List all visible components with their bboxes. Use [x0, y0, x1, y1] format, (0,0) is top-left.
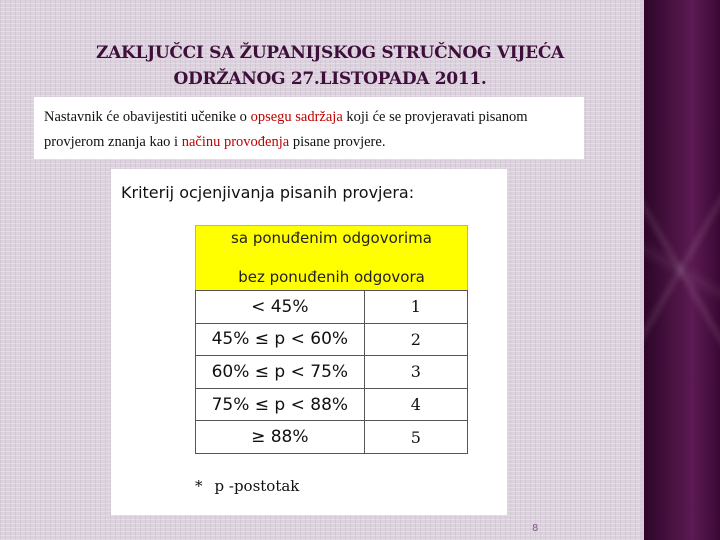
- slide-title-line-2: ODRŽANOG 27.LISTOPADA 2011.: [173, 69, 487, 89]
- intro-text-2: koji će se provjeravati pisanom provjerom znanja kao i: [44, 109, 528, 150]
- intro-paragraph: [34, 97, 584, 159]
- answer-type-box: [195, 225, 468, 291]
- answer-type-with-options: sa ponuđenim odgovorima: [231, 229, 432, 247]
- range-cell: ≥ 88%: [196, 421, 365, 454]
- footnote-text: p -postotak: [214, 477, 300, 495]
- grade-cell: 2: [364, 323, 467, 356]
- grade-cell: 5: [364, 421, 467, 454]
- table-row: [196, 388, 468, 421]
- grading-table: [195, 290, 468, 454]
- table-row: [196, 421, 468, 454]
- table-row: [196, 291, 468, 324]
- intro-text-3: pisane provjere.: [289, 134, 386, 150]
- range-cell: 75% ≤ p < 88%: [196, 388, 365, 421]
- intro-text-1: Nastavnik će obavijestiti učenike o: [44, 109, 251, 125]
- grade-cell: 4: [364, 388, 467, 421]
- slide-title-line-1: ZAKLJUČCI SA ŽUPANIJSKOG STRUČNOG VIJEĆA: [96, 43, 564, 63]
- grade-cell: 1: [364, 291, 467, 324]
- range-cell: 60% ≤ p < 75%: [196, 356, 365, 389]
- slide-title: [40, 40, 620, 92]
- table-row: [196, 323, 468, 356]
- decorative-side-strip: [641, 0, 720, 540]
- range-cell: 45% ≤ p < 60%: [196, 323, 365, 356]
- footnote: [195, 477, 299, 495]
- range-cell: < 45%: [196, 291, 365, 324]
- intro-highlight-scope: opsegu sadržaja: [250, 109, 343, 125]
- page-number: 8: [532, 523, 539, 534]
- criteria-heading: Kriterij ocjenjivanja pisanih provjera:: [121, 183, 415, 202]
- intro-highlight-method: načinu provođenja: [181, 134, 290, 150]
- criteria-card: [111, 169, 507, 515]
- footnote-asterisk: *: [195, 477, 203, 495]
- table-row: [196, 356, 468, 389]
- answer-type-without-options: bez ponuđenih odgovora: [238, 268, 425, 286]
- grade-cell: 3: [364, 356, 467, 389]
